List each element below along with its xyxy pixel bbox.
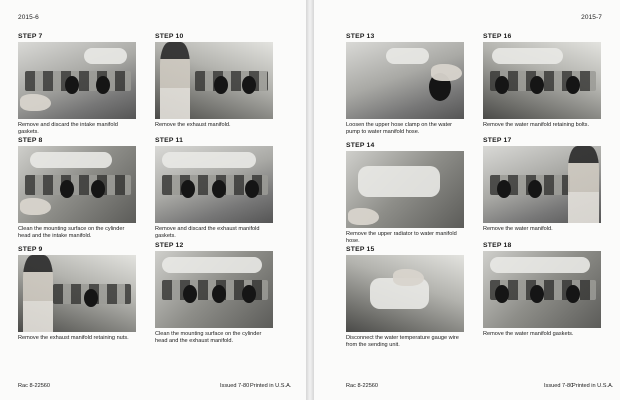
page-number: 2015-6 <box>18 14 39 21</box>
step-title: STEP 10 <box>155 33 184 40</box>
step-caption: Remove the water manifold gaskets. <box>483 331 574 337</box>
step-17 <box>483 137 601 233</box>
step-title: STEP 18 <box>483 242 512 249</box>
step-photo <box>18 42 136 119</box>
step-caption: Remove the exhaust manifold. <box>155 122 231 128</box>
step-9 <box>18 246 136 342</box>
footer-ref: Rac 8-22560 <box>346 383 379 389</box>
step-18 <box>483 242 601 338</box>
step-caption: Clean the mounting surface on the cylinder head and the intake manifold. <box>18 226 125 239</box>
step-photo <box>18 146 136 223</box>
step-title: STEP 16 <box>483 33 512 40</box>
step-15 <box>346 246 464 349</box>
step-title: STEP 13 <box>346 33 375 40</box>
step-13 <box>346 33 464 136</box>
page-gutter <box>306 0 314 400</box>
step-photo <box>155 146 273 223</box>
step-caption: Remove and discard the intake manifold gaskets. <box>18 122 118 135</box>
step-title: STEP 7 <box>18 33 43 40</box>
step-photo <box>18 255 136 332</box>
step-photo <box>346 42 464 119</box>
step-12 <box>155 242 273 345</box>
footer-printed: Printed in U.S.A. <box>572 383 614 389</box>
step-caption: Remove the upper radiator to water manifold hose. <box>346 231 457 244</box>
step-title: STEP 14 <box>346 142 375 149</box>
step-caption: Disconnect the water temperature gauge wire from the sending unit. <box>346 335 459 348</box>
step-10 <box>155 33 273 129</box>
step-photo <box>483 42 601 119</box>
step-caption: Remove the exhaust manifold retaining nuts. <box>18 335 129 341</box>
step-photo <box>155 42 273 119</box>
step-title: STEP 8 <box>18 137 43 144</box>
step-title: STEP 17 <box>483 137 512 144</box>
right-page <box>314 0 620 400</box>
step-caption: Remove and discard the exhaust manifold gaskets. <box>155 226 260 239</box>
step-photo <box>346 255 464 332</box>
step-title: STEP 15 <box>346 246 375 253</box>
footer-printed: Printed in U.S.A. <box>250 383 292 389</box>
footer-issued: Issued 7-80 <box>220 383 250 389</box>
step-14 <box>346 142 464 245</box>
step-caption: Remove the water manifold. <box>483 226 553 232</box>
step-title: STEP 12 <box>155 242 184 249</box>
step-photo <box>483 251 601 328</box>
step-photo <box>155 251 273 328</box>
step-photo <box>346 151 464 228</box>
page-number: 2015-7 <box>581 14 602 21</box>
footer-ref: Rac 8-22560 <box>18 383 51 389</box>
step-8 <box>18 137 136 240</box>
footer-issued: Issued 7-80 <box>544 383 574 389</box>
step-caption: Remove the water manifold retaining bolts. <box>483 122 590 128</box>
step-7 <box>18 33 136 136</box>
step-title: STEP 11 <box>155 137 184 144</box>
step-caption: Clean the mounting surface on the cylinder head and the exhaust manifold. <box>155 331 262 344</box>
step-16 <box>483 33 601 129</box>
step-caption: Loosen the upper hose clamp on the water pump to water manifold hose. <box>346 122 453 135</box>
step-photo <box>483 146 601 223</box>
step-11 <box>155 137 273 240</box>
left-page <box>0 0 306 400</box>
step-title: STEP 9 <box>18 246 43 253</box>
